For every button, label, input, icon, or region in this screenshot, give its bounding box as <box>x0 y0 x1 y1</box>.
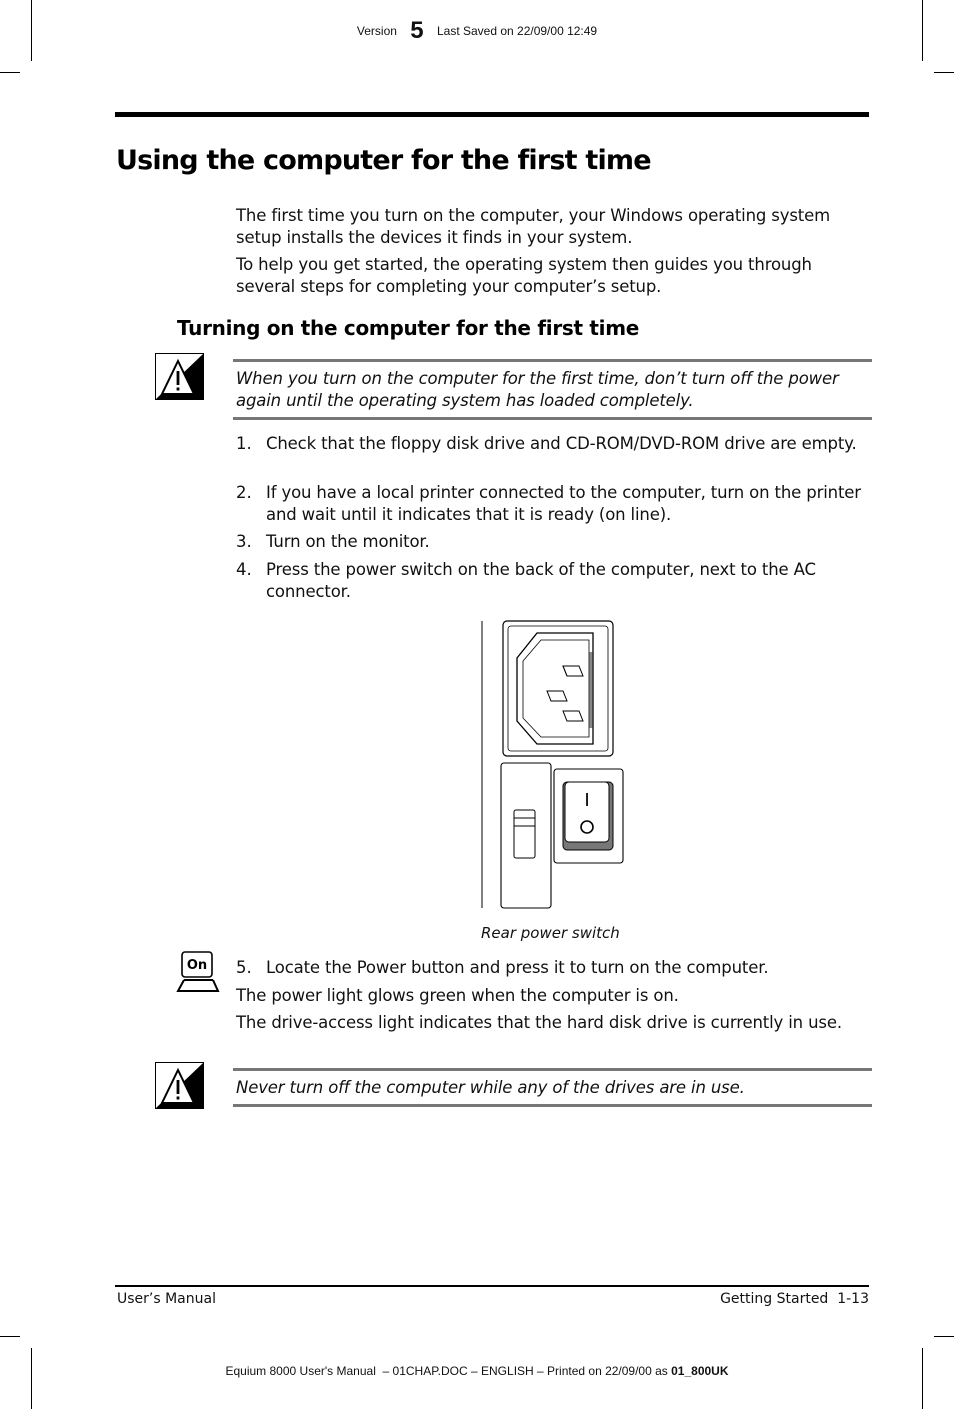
crop-mark <box>934 72 954 73</box>
version-label: Version <box>356 24 397 38</box>
footer-rule <box>115 1285 869 1287</box>
step-text: Turn on the monitor. <box>266 532 430 551</box>
step-number: 2. <box>236 483 252 502</box>
computer-on-icon <box>176 951 220 993</box>
step-number: 5. <box>236 958 252 977</box>
step-text: Check that the floppy disk drive and CD-ROM/DVD-ROM drive are empty. <box>266 434 857 453</box>
crop-mark <box>922 1348 923 1409</box>
footer-page-reference: Getting Started 1-13 <box>720 1291 869 1307</box>
step-number: 4. <box>236 560 252 579</box>
body-paragraph: The power light glows green when the computer is on. <box>236 986 679 1005</box>
intro-paragraph: To help you get started, the operating system then guides you through several steps for completing your computer’s setup. <box>236 255 812 296</box>
step-number: 3. <box>236 532 252 551</box>
step-text: Press the power switch on the back of the computer, next to the AC connector. <box>266 560 816 601</box>
step-text: If you have a local printer connected to the computer, turn on the printer and wait until it indicates that it is ready (on line). <box>266 483 861 524</box>
figure-caption: Rear power switch <box>481 924 620 942</box>
intro-paragraph: The first time you turn on the computer, your Windows operating system setup installs the devices it finds in your system. <box>236 206 831 247</box>
on-icon-label: On <box>186 958 208 973</box>
switch-on-symbol: I <box>584 790 590 811</box>
crop-mark <box>0 72 20 73</box>
section-title: Turning on the computer for the first time <box>177 316 640 340</box>
crop-mark <box>0 1336 20 1337</box>
caution-rule-bottom <box>233 417 872 420</box>
top-rule <box>115 112 869 117</box>
print-info <box>0 1364 954 1378</box>
crop-mark <box>31 1348 32 1409</box>
rear-power-switch-figure <box>475 616 630 916</box>
caution-rule-top <box>233 1068 872 1071</box>
chapter-title: Using the computer for the first time <box>116 145 651 176</box>
caution-text: Never turn off the computer while any of the drives are in use. <box>236 1078 745 1097</box>
step-text: Locate the Power button and press it to turn on the computer. <box>266 958 769 977</box>
caution-icon <box>155 353 204 400</box>
body-paragraph: The drive-access light indicates that the hard disk drive is currently in use. <box>236 1013 842 1032</box>
version-number: 5 <box>410 17 424 44</box>
caution-rule-bottom <box>233 1104 872 1107</box>
crop-mark <box>934 1336 954 1337</box>
step-number: 1. <box>236 434 252 453</box>
print-info-text: Equium 8000 User's Manual – 01CHAP.DOC – ENGLISH – Printed on 22/09/00 as <box>225 1364 672 1378</box>
footer-manual-title: User’s Manual <box>117 1291 216 1307</box>
print-info-code: 01_800UK <box>671 1364 729 1378</box>
last-saved: Last Saved on 22/09/00 12:49 <box>436 24 598 38</box>
caution-text: When you turn on the computer for the first time, don’t turn off the power again until the operating system has loaded completely. <box>236 369 839 410</box>
caution-rule-top <box>233 359 872 362</box>
caution-icon <box>155 1062 204 1109</box>
version-header <box>0 14 954 42</box>
